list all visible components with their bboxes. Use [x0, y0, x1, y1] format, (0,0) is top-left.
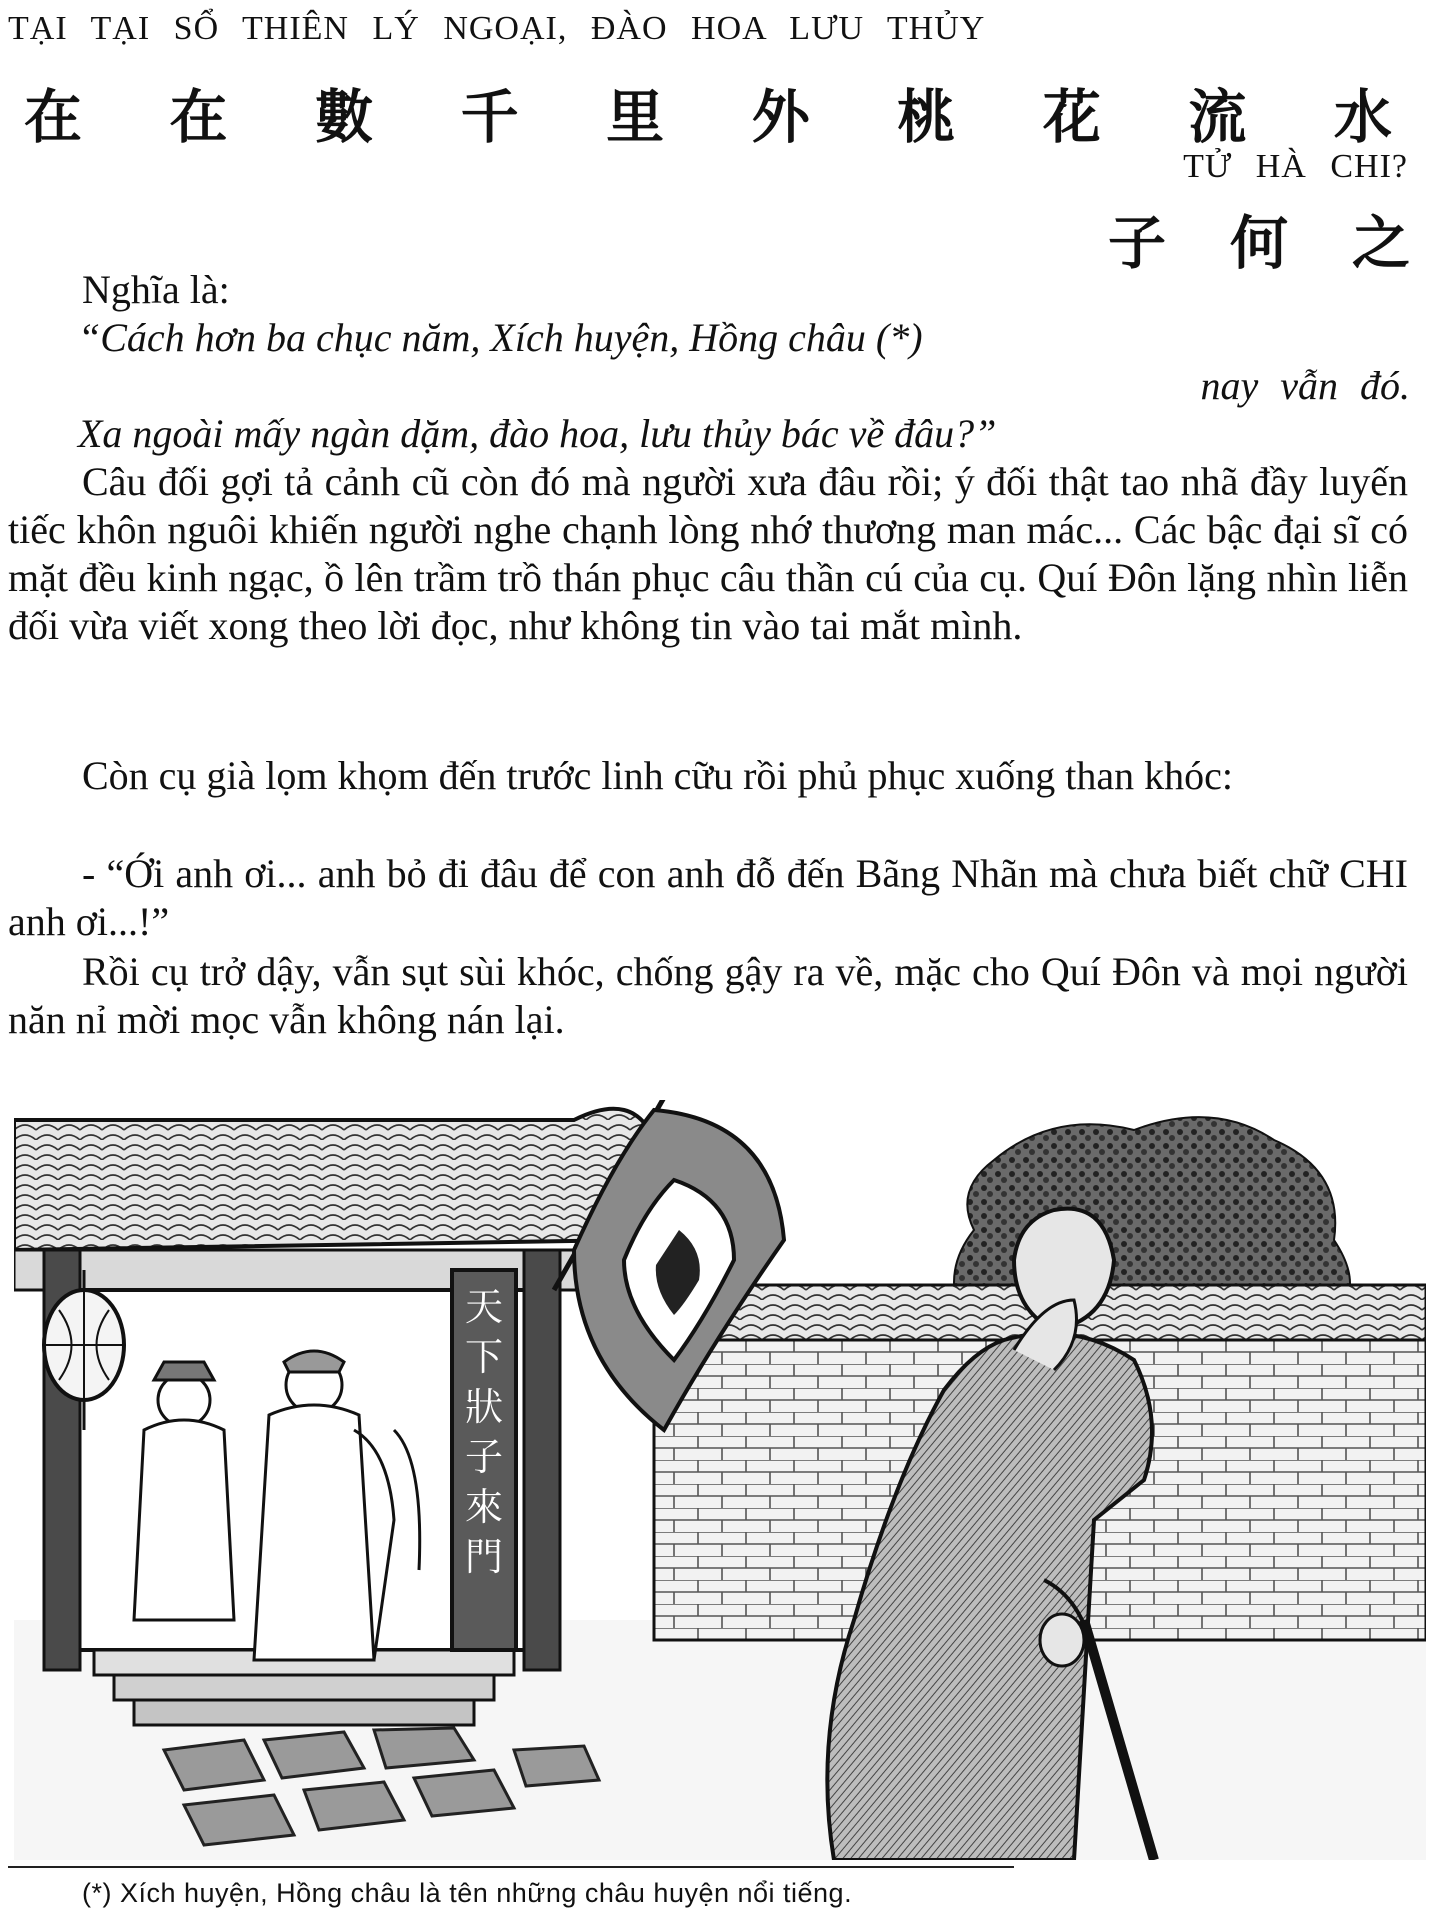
- paragraph: Câu đối gợi tả cảnh cũ còn đó mà người xưa đâu rồi; ý đối thật tao nhã đầy luyến tiếc khôn nguôi khiến người nghe chạnh lòng nhớ thương man mác... Các bậc đại sĩ có mặt đều kinh ngạc, ồ lên trầm trồ thán phục câu thần cú của cụ. Quí Đôn lặng nhìn liễn đối vừa viết xong theo lời đọc, như không tin vào tai mắt mình.: [8, 459, 1408, 648]
- han-char: 數: [315, 83, 374, 151]
- banner-char: 門: [464, 1535, 504, 1579]
- han-char: 花: [1042, 83, 1101, 151]
- footnote: (*) Xích huyện, Hồng châu là tên những châu huyện nổi tiếng.: [82, 1878, 853, 1908]
- han-char: 在: [23, 83, 82, 151]
- illustration: [14, 1100, 1426, 1860]
- han-characters-line-1: [8, 70, 1408, 154]
- han-char: 外: [751, 83, 810, 151]
- paragraph: Còn cụ già lọm khọm đến trước linh cữu rồi phủ phục xuống than khóc:: [82, 753, 1233, 798]
- banner-char: 天: [464, 1285, 504, 1329]
- quote-line-2: nay vẫn đó.: [1200, 363, 1410, 408]
- han-char: 子: [1107, 209, 1166, 277]
- banner-char: 來: [464, 1485, 504, 1529]
- han-char: 流: [1188, 83, 1247, 151]
- quote-line-3: Xa ngoài mấy ngàn dặm, đào hoa, lưu thủy bác về đâu?”: [78, 411, 997, 456]
- han-char: 在: [169, 83, 228, 151]
- banner-char: 狀: [464, 1385, 504, 1429]
- han-char: 水: [1333, 83, 1392, 151]
- paragraph: Rồi cụ trở dậy, vẫn sụt sùi khóc, chống gậy ra về, mặc cho Quí Đôn và mọi người năn nỉ mời mọc vẫn không nán lại.: [8, 949, 1408, 1042]
- banner-char: 子: [464, 1435, 504, 1479]
- han-char: 桃: [897, 83, 956, 151]
- meaning-label: Nghĩa là:: [82, 267, 230, 312]
- hanviet-line-1: TẠI TẠI SỔ THIÊN LÝ NGOẠI, ĐÀO HOA LƯU THỦY: [8, 10, 986, 47]
- han-char: 千: [460, 83, 519, 151]
- han-char: 之: [1351, 209, 1410, 277]
- quote-line-1: “Cách hơn ba chục năm, Xích huyện, Hồng châu (*): [78, 315, 923, 360]
- footnote-divider: [8, 1866, 1014, 1868]
- hanviet-line-2: TỬ HÀ CHI?: [1183, 148, 1408, 185]
- han-char: 何: [1229, 209, 1288, 277]
- paragraph: - “Ới anh ơi... anh bỏ đi đâu để con anh đỗ đến Bãng Nhãn mà chưa biết chữ CHI anh ơi...!”: [8, 851, 1408, 944]
- vertical-banner: [452, 1270, 516, 1650]
- banner-char: 下: [464, 1335, 504, 1379]
- han-char: 里: [606, 83, 665, 151]
